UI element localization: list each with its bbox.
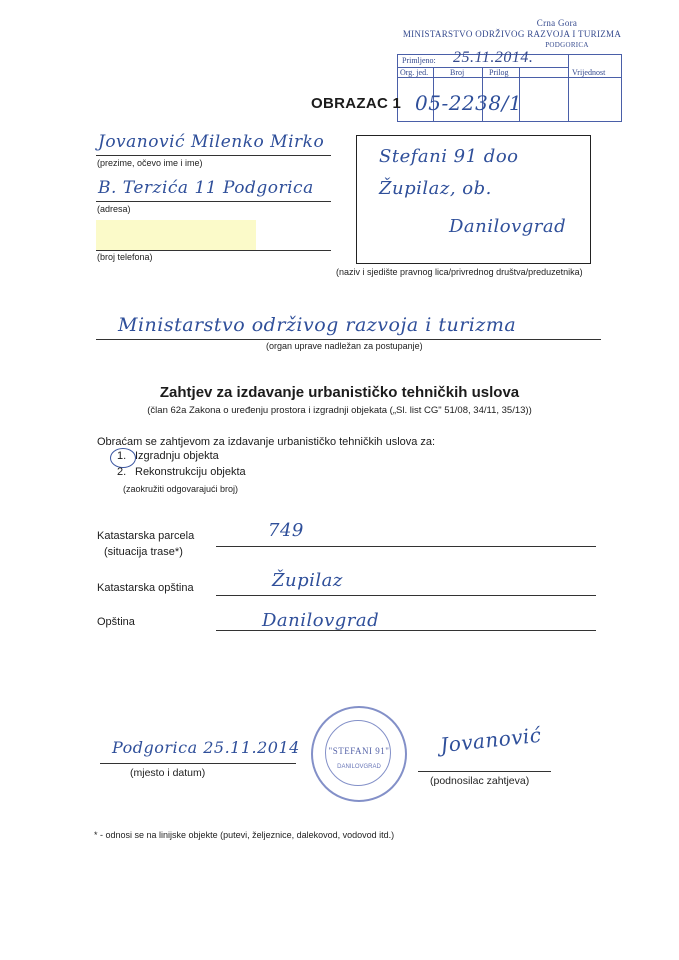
stamp-number-label: Broj: [450, 68, 465, 77]
main-title: Zahtjev za izdavanje urbanističko tehničkih uslova: [159, 384, 520, 401]
option-2-label: Rekonstrukciju objekta: [135, 466, 246, 478]
ministry-city: PODGORICA: [545, 41, 589, 49]
place-date-line: [100, 763, 296, 764]
applicant-address-line: [96, 201, 331, 202]
option-2-num: 2.: [117, 466, 127, 478]
municipality-label: Opština: [97, 616, 135, 628]
authority-label: (organ uprave nadležan za postupanje): [266, 341, 423, 351]
parcel-value: 749: [268, 520, 304, 541]
place-date-label: (mjesto i datum): [130, 767, 206, 779]
municipality-value: Danilovgrad: [262, 610, 380, 631]
legal-entity-line1: Stefani 91 doo: [379, 146, 519, 167]
option-1-label: Izgradnju objekta: [135, 450, 219, 462]
seal-name: "STEFANI 91": [328, 746, 390, 756]
legal-entity-label: (naziv i sjedište pravnog lica/privrednog društva/preduzetnika): [336, 267, 583, 277]
authority-value: Ministarstvo održivog razvoja i turizma: [118, 314, 517, 336]
cadastral-municipality-value: Župilaz: [272, 570, 343, 591]
applicant-address-value: B. Terzića 11 Podgorica: [98, 178, 314, 198]
stamp-attachment-label: Prilog: [489, 68, 509, 77]
footnote: * - odnosi se na linijske objekte (putevi, željeznice, dalekovod, vodovod itd.): [94, 830, 395, 840]
authority-line: [96, 339, 601, 340]
seal-place: DANILOVGRAD: [337, 764, 381, 770]
phone-line: [96, 250, 331, 251]
form-title: OBRAZAC 1: [311, 95, 402, 112]
ministry-name: MINISTARSTVO ODRŽIVOG RAZVOJA I TURIZMA: [402, 29, 622, 39]
legal-entity-box: [356, 135, 591, 264]
intro-text: Obraćam se zahtjevom za izdavanje urbanističko tehničkih uslova za:: [97, 436, 436, 448]
legal-entity-line3: Danilovgrad: [449, 216, 567, 237]
ministry-country: Crna Gora: [536, 18, 578, 28]
phone-label: (broj telefona): [97, 252, 153, 262]
parcel-label: Katastarska parcela: [97, 530, 195, 542]
option-1-num: 1.: [117, 450, 127, 462]
phone-redaction: [96, 220, 256, 250]
applicant-address-label: (adresa): [97, 204, 131, 214]
signature-line: [418, 771, 551, 772]
signature-label: (podnosilac zahtjeva): [430, 775, 530, 787]
stamp-divider: [398, 77, 621, 78]
stamp-org-unit-label: Org. jed.: [400, 68, 429, 77]
cadastral-municipality-label: Katastarska opština: [97, 582, 194, 594]
parcel-sub: (situacija trase*): [104, 546, 183, 558]
applicant-name-value: Jovanović Milenko Mirko: [98, 132, 325, 152]
stamp-value-label: Vrijednost: [572, 68, 606, 77]
signature-value: Jovanović: [439, 722, 543, 758]
cadastral-municipality-line: [216, 595, 596, 596]
ministry-header: [382, 18, 642, 51]
stamp-received-value: 25.11.2014.: [453, 49, 534, 66]
applicant-name-line: [96, 155, 331, 156]
place-date-value: Podgorica 25.11.2014: [112, 738, 300, 757]
parcel-line: [216, 546, 596, 547]
registry-number: 05-2238/1: [415, 91, 523, 115]
options-note: (zaokružiti odgovarajući broj): [123, 484, 239, 494]
municipality-line: [216, 630, 596, 631]
stamp-col: [568, 55, 569, 121]
legal-entity-line2: Župilaz, ob.: [379, 178, 492, 199]
company-seal: [311, 706, 407, 802]
applicant-name-label: (prezime, očevo ime i ime): [97, 158, 203, 168]
sub-title: (član 62a Zakona o uređenju prostora i izgradnji objekata („Sl. list CG" 51/08, 34/11, 35/13)): [147, 405, 532, 416]
stamp-received-label: Primljeno:: [402, 56, 436, 65]
